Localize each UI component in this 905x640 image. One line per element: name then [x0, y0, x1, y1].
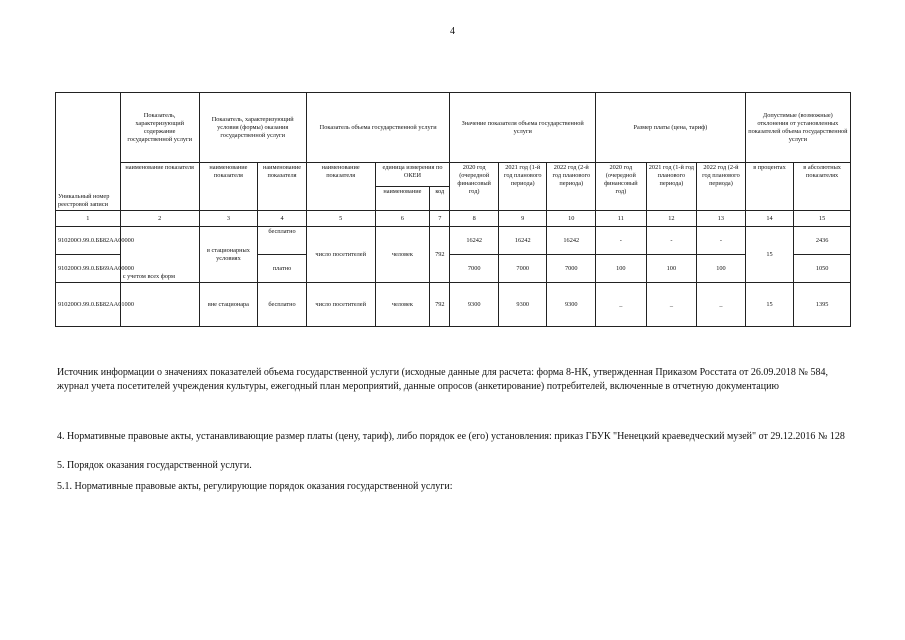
col-number: 10: [547, 211, 596, 227]
item-5-paragraph: 5. Порядок оказания государственной услуги.: [57, 460, 252, 471]
fee-2020: _: [596, 283, 647, 327]
page-number: 4: [450, 26, 455, 37]
fee-2021: -: [646, 227, 697, 255]
header-deviation: Допустимые (возможные) отклонения от установленных показателей объема государственной услуги: [745, 93, 850, 163]
content-all-forms: с учетом всех форм: [120, 227, 199, 283]
condition-stationary: в стационарных условиях: [199, 227, 258, 283]
unit-person: человек: [375, 283, 430, 327]
col-number: 4: [258, 211, 307, 227]
unit-code: 792: [430, 227, 450, 283]
header-2022-volume: 2022 год (2-й год планового периода): [547, 163, 596, 211]
col-number: 12: [646, 211, 697, 227]
deviation-absolute: 1050: [794, 255, 851, 283]
header-content-indicator: Показатель, характеризующий содержание государственной услуги: [120, 93, 199, 163]
unit-code: 792: [430, 283, 450, 327]
deviation-percent: 15: [745, 227, 794, 283]
fee-2022: -: [697, 227, 746, 255]
indicator-visitors: число посетителей: [306, 283, 375, 327]
header-2020-volume: 2020 год (очередной финансовый год): [450, 163, 499, 211]
item-5-1-paragraph: 5.1. Нормативные правовые акты, регулирующие порядок оказания государственной услуги:: [57, 481, 453, 492]
col-number: 11: [596, 211, 647, 227]
col-number: 8: [450, 211, 499, 227]
col-number: 13: [697, 211, 746, 227]
volume-2022: 16242: [547, 227, 596, 255]
header-percent: в процентах: [745, 163, 794, 211]
registry-id: 910200О.99.0.ББ69АА00000: [56, 255, 121, 283]
volume-2020: 9300: [450, 283, 499, 327]
header-name-col2: наименование показателя: [120, 163, 199, 211]
volume-2022: 9300: [547, 283, 596, 327]
fee-2021: _: [646, 283, 697, 327]
header-name-col3: наименование показателя: [199, 163, 258, 211]
condition-paid: платно: [258, 255, 307, 283]
volume-2020: 7000: [450, 255, 499, 283]
header-fee: Размер платы (цена, тариф): [596, 93, 746, 163]
col-number: 1: [56, 211, 121, 227]
header-volume-value: Значение показателя объема государственной услуги: [450, 93, 596, 163]
source-paragraph: Источник информации о значениях показателей объема государственной услуги (исходные данные для расчета: форма 8-НК, утвержденная Приказом Росстата от 26.09.2018 № 584, журнал учета посетителей учреждения культуры, ежегодный план мероприятий, данные опросов (анкетирование) потребителей, включенные в отчетную документацию: [57, 367, 828, 392]
col-number: 9: [498, 211, 547, 227]
condition-out-stationary: вне стационара: [199, 283, 258, 327]
col-number: 14: [745, 211, 794, 227]
header-condition-indicator: Показатель, характеризующий условия (формы) оказания государственной услуги: [199, 93, 306, 163]
fee-2021: 100: [646, 255, 697, 283]
header-unit-okei: единица измерения по ОКЕИ: [375, 163, 450, 187]
indicator-visitors: число посетителей: [306, 227, 375, 283]
header-unique-number: Уникальный номер реестровой записи: [56, 93, 121, 211]
registry-id: 910200О.99.0.ББ82АА00000: [56, 227, 121, 255]
col-number: 2: [120, 211, 199, 227]
unit-person: человек: [375, 227, 430, 283]
registry-id: 910200О.99.0.ББ82АА01000: [56, 283, 121, 327]
fee-2020: -: [596, 227, 647, 255]
col-number: 15: [794, 211, 851, 227]
header-2021-fee: 2021 год (1-й год планового периода): [646, 163, 697, 211]
volume-2021: 7000: [498, 255, 547, 283]
volume-2022: 7000: [547, 255, 596, 283]
header-2020-fee: 2020 год (очередной финансовый год): [596, 163, 647, 211]
deviation-absolute: 2436: [794, 227, 851, 255]
header-name-col4: наименование показателя: [258, 163, 307, 211]
item-4-paragraph: 4. Нормативные правовые акты, устанавливающие размер платы (цену, тариф), либо порядок ее (его) установления: приказ ГБУК "Ненецкий краеведческий музей" от 29.12.2016 № 128: [57, 431, 845, 442]
col-number: 6: [375, 211, 430, 227]
header-unit-name: наименование: [375, 187, 430, 211]
col-number: 7: [430, 211, 450, 227]
header-absolute: в абсолютных показателях: [794, 163, 851, 211]
volume-2020: 16242: [450, 227, 499, 255]
header-2022-fee: 2022 год (2-й год планового периода): [697, 163, 746, 211]
deviation-absolute: 1395: [794, 283, 851, 327]
fee-2022: 100: [697, 255, 746, 283]
service-volume-table: [55, 92, 851, 327]
volume-2021: 9300: [498, 283, 547, 327]
header-name-col5: наименование показателя: [306, 163, 375, 211]
volume-2021: 16242: [498, 227, 547, 255]
fee-2020: 100: [596, 255, 647, 283]
fee-2022: _: [697, 283, 746, 327]
col-number: 5: [306, 211, 375, 227]
header-2021-volume: 2021 год (1-й год планового периода): [498, 163, 547, 211]
condition-free: бесплатно: [258, 283, 307, 327]
deviation-percent: 15: [745, 283, 794, 327]
col-number: 3: [199, 211, 258, 227]
header-unit-code: код: [430, 187, 450, 211]
header-volume-indicator: Показатель объема государственной услуги: [306, 93, 450, 163]
condition-free: бесплатно: [258, 227, 307, 255]
